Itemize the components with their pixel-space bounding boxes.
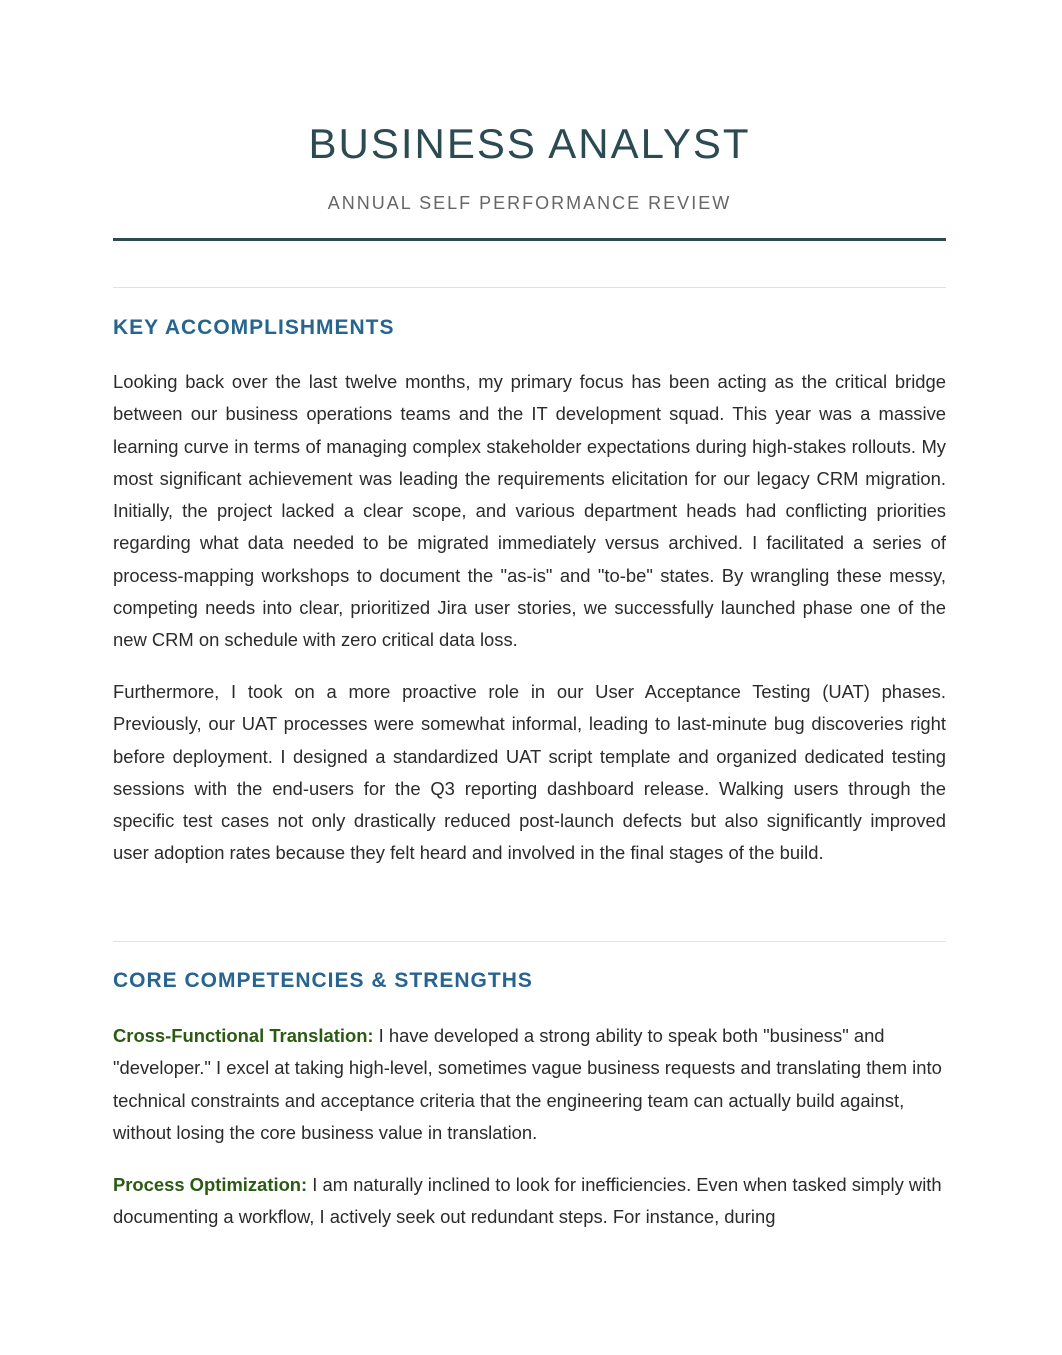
- document-header: [113, 118, 946, 214]
- competency-term: Cross-Functional Translation:: [113, 1025, 374, 1046]
- competency-cross-functional-translation: [113, 1020, 943, 1149]
- section-divider: [113, 287, 946, 288]
- competency-process-optimization: [113, 1169, 943, 1234]
- section-heading-key-accomplishments: KEY ACCOMPLISHMENTS: [113, 316, 395, 339]
- accomplishments-paragraph-1: Looking back over the last twelve months, my primary focus has been acting as the critical bridge between our business operations teams and the IT development squad. This year was a massive learning curve in terms of managing complex stakeholder expectations during high-stakes rollouts. My most significant achievement was leading the requirements elicitation for our legacy CRM migration. Initially, the project lacked a clear scope, and various department heads had conflicting priorities regarding what data needed to be migrated immediately versus archived. I facilitated a series of process-mapping workshops to document the "as-is" and "to-be" states. By wrangling these messy, competing needs into clear, prioritized Jira user stories, we successfully launched phase one of the new CRM on schedule with zero critical data loss.: [113, 371, 946, 651]
- competency-term: Process Optimization:: [113, 1174, 308, 1195]
- accomplishments-paragraph-2: Furthermore, I took on a more proactive role in our User Acceptance Testing (UAT) phases. Previously, our UAT processes were somewhat informal, leading to last-minute bug discoveries right before deployment. I designed a standardized UAT script template and organized dedicated testing sessions with the end-users for the Q3 reporting dashboard release. Walking users through the specific test cases not only drastically reduced post-launch defects but also significantly improved user adoption rates because they felt heard and involved in the final stages of the build.: [113, 681, 946, 864]
- document-subtitle: ANNUAL SELF PERFORMANCE REVIEW: [327, 193, 732, 213]
- competency-description: I am naturally inclined to look for inefficiencies. Even when tasked simply with documenting a workflow, I actively seek out redundant steps. For instance, during: [113, 1174, 942, 1228]
- header-divider: [113, 238, 946, 241]
- document-title: BUSINESS ANALYST: [308, 120, 751, 167]
- competency-description: I have developed a strong ability to speak both "business" and "developer." I excel at taking high-level, sometimes vague business requests and translating them into technical constraints and acceptance criteria that the engineering team can actually build against, without losing the core business value in translation.: [113, 1025, 942, 1143]
- section-divider: [113, 941, 946, 942]
- section-heading-core-competencies: CORE COMPETENCIES & STRENGTHS: [113, 969, 533, 992]
